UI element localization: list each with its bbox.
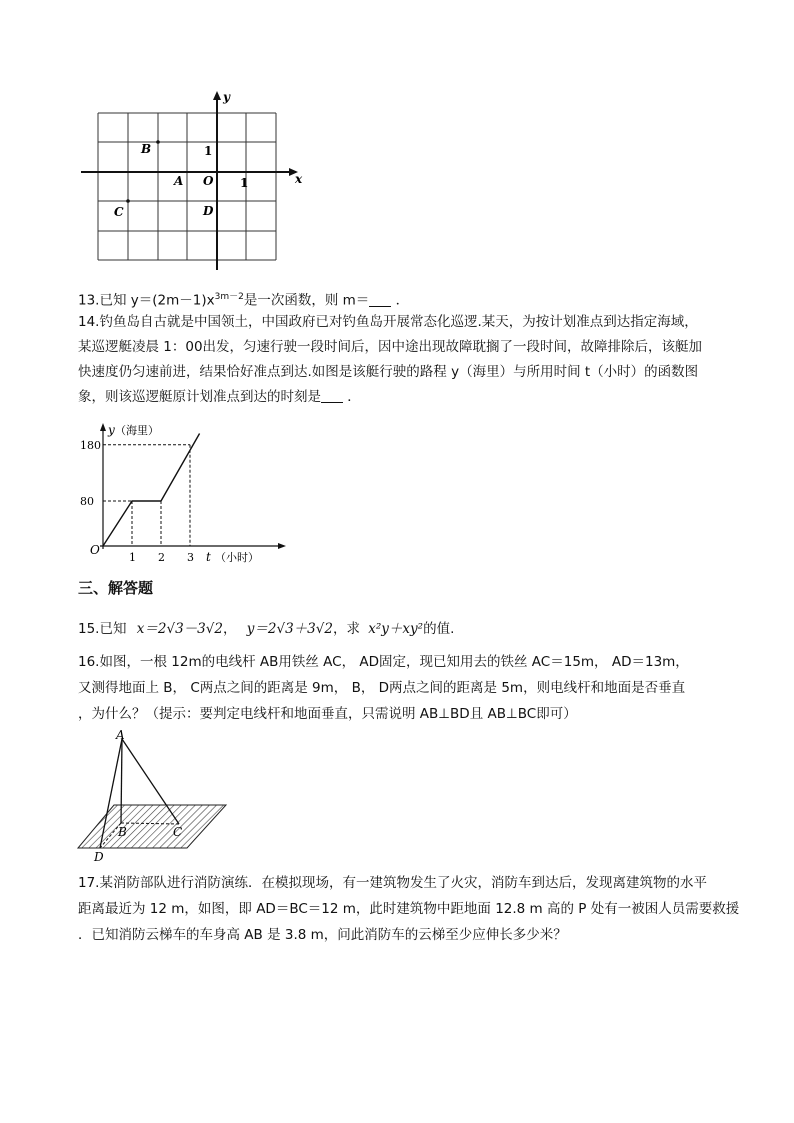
y-tick-label-80: 80 [80, 495, 94, 508]
q14-line4-end: ． [347, 389, 361, 405]
grid-lines [98, 113, 276, 260]
q13-end: ． [395, 292, 410, 309]
q15-ask: ，求 [332, 621, 360, 637]
chart-y-axis-arrow [100, 423, 106, 431]
q15-separator: ， [222, 621, 237, 637]
question-14-line4 [78, 387, 361, 407]
chart-x-label: t [206, 550, 211, 564]
fig16-label-D: D [94, 850, 104, 864]
label-A: A [174, 174, 184, 188]
question-17-line3: ．已知消防云梯车的车身高 AB 是 3.8 m，问此消防车的云梯至少应伸长多少米？ [78, 927, 567, 943]
chart-x-axis-arrow [278, 543, 286, 549]
question-16-line2: 又测得地面上 B， C两点之间的距离是 9m， B， D两点之间的距离是 5m，则电线杆和地面是否垂直 [78, 680, 686, 696]
x-axis-label: x [295, 172, 303, 186]
label-D: D [203, 204, 214, 218]
q15-y-expression: y＝2√3＋3√2 [246, 621, 333, 637]
q14-line4-prefix: 象，则该巡逻艇原计划准点到达的时刻是 [78, 389, 321, 405]
fig16-label-A: A [116, 728, 125, 742]
chart-origin-label: O [90, 543, 100, 557]
fig16-label-C: C [173, 825, 183, 839]
ground-plane [78, 805, 226, 848]
section-3-heading: 三、解答题 [78, 579, 154, 597]
q13-exponent: 3m－2 [214, 292, 244, 302]
pole-figure [74, 728, 234, 866]
distance-time-chart [78, 418, 298, 570]
label-C: C [114, 205, 124, 219]
label-B: B [141, 142, 152, 156]
chart-y-label: y [108, 423, 115, 437]
q15-suffix: 的值. [423, 621, 455, 637]
coordinate-grid-figure [78, 86, 310, 274]
y-tick-label-180: 180 [80, 438, 101, 452]
label-one-x: 1 [240, 176, 249, 190]
q13-answer-blank [369, 294, 391, 307]
point-B [156, 140, 160, 144]
series-line [103, 434, 200, 547]
chart-y-unit: （海里） [115, 424, 159, 437]
question-17-line2: 距离最近为 12 m，如图，即 AD＝BC＝12 m，此时建筑物中距地面 12.8 m 高的 P 处有一被困人员需要救援 [78, 901, 740, 917]
chart-x-unit: （小时） [215, 551, 259, 564]
x-tick-label-2: 2 [158, 551, 165, 564]
question-14-line1: 14.钓鱼岛自古就是中国领土，中国政府已对钓鱼岛开展常态化巡逻.某天，为按计划准点到达指定海域， [78, 314, 698, 330]
question-16-line1: 16.如图，一根 12m的电线杆 AB用铁丝 AC， AD固定，现已知用去的铁丝 AC＝15m， AD＝13m， [78, 654, 689, 670]
question-16-line3: ，为什么？（提示：要判定电线杆和地面垂直，只需说明 AB⊥BD且 AB⊥BC即可） [78, 706, 577, 722]
q13-prefix: 13.已知 y＝(2m－1)x [78, 292, 215, 309]
q14-answer-blank [321, 390, 343, 403]
q15-target-expression: x²y＋xy² [368, 621, 424, 637]
question-13 [78, 287, 409, 311]
label-O: O [203, 174, 214, 188]
y-axis-label: y [223, 90, 230, 104]
x-tick-label-1: 1 [129, 551, 136, 564]
q15-prefix: 15.已知 [78, 621, 127, 637]
x-tick-label-3: 3 [187, 551, 194, 564]
q13-suffix: 是一次函数，则 m＝ [243, 292, 370, 309]
question-15 [78, 619, 454, 639]
question-14-line3: 快速度仍匀速前进，结果恰好准点到达.如图是该艇行驶的路程 y（海里）与所用时间 t（小时）的函数图 [78, 364, 699, 380]
q15-x-expression: x＝2√3－3√2 [136, 621, 223, 637]
question-17-line1: 17.某消防部队进行消防演练．在模拟现场，有一建筑物发生了火灾，消防车到达后，发现离建筑物的水平 [78, 875, 707, 891]
point-C [126, 199, 130, 203]
y-axis-arrow [213, 91, 221, 100]
fig16-label-B: B [118, 825, 127, 839]
label-one-y: 1 [204, 144, 213, 158]
question-14-line2: 某巡逻艇凌晨 1：00出发，匀速行驶一段时间后，因中途出现故障耽搁了一段时间，故障排除后，该艇加 [78, 339, 703, 355]
